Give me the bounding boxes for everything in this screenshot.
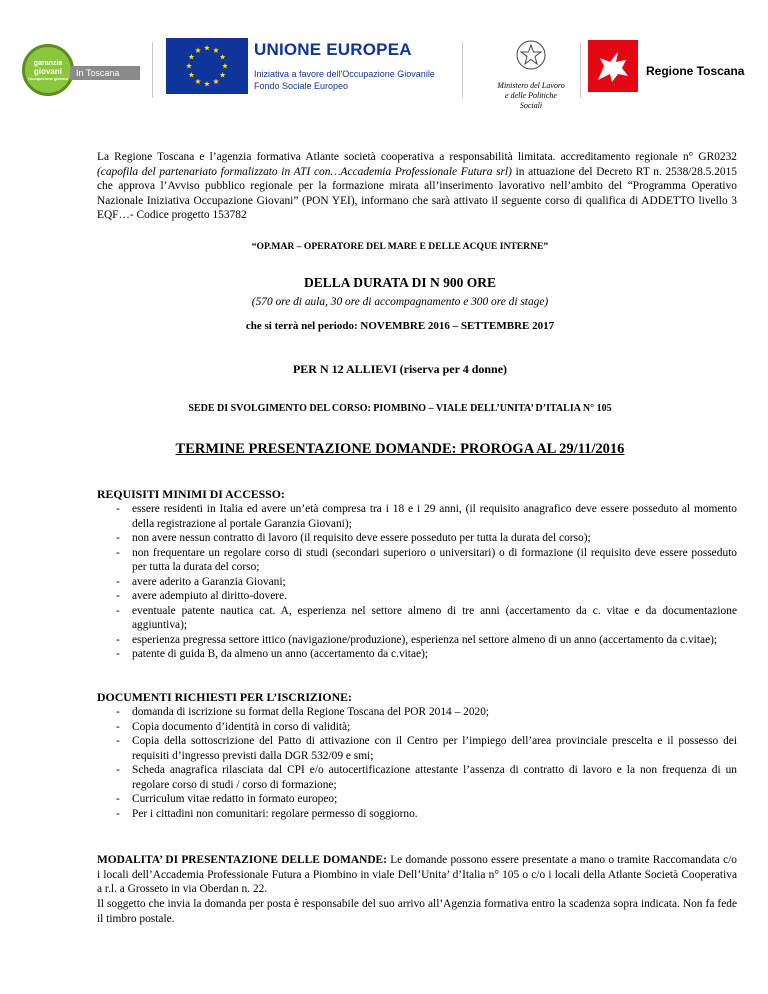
submission-text: Le domande possono essere presentate a mano o tramite Raccomandata c/o i locali dell’Accademia Professionale Futura a Piombino in viale Dell’Unita’ d’Italia n° 105 o c/o i locali della Atlante Società Cooperativa a r.l. a Grosseto in via Oberdan n. 22.: [97, 854, 737, 895]
divider: [152, 42, 153, 98]
eu-subtitle-1: Iniziativa a favore dell'Occupazione Giovanile: [254, 69, 435, 79]
submission-paragraph: [97, 853, 737, 897]
gg-line3: Occupazione giovani: [27, 75, 68, 81]
regione-toscana-logo: [586, 40, 746, 100]
logo-bar: [0, 38, 768, 108]
gg-line1: garanzia: [33, 59, 63, 67]
course-duration-detail: (570 ore di aula, 30 ore di accompagnamento e 300 ore di stage): [251, 296, 549, 308]
list-item: - Per i cittadini non comunitari: regolare permesso di soggiorno.: [97, 807, 737, 822]
list-item: - non frequentare un regolare corso di studi (secondari superioro o universitari) o di formazione (il requisito deve essere posseduto per tutta la durata del corso;: [97, 546, 737, 575]
list-item: - patente di guida B, da almeno un anno (accertamento da c.vitae);: [97, 647, 737, 662]
list-item: - avere aderito a Garanzia Giovani;: [97, 575, 737, 590]
pegasus-icon: [588, 40, 638, 92]
ministero-line2: e delle Politiche Sociali: [505, 91, 557, 110]
documents-list: [97, 705, 737, 821]
gg-region-bar: In Toscana: [70, 66, 140, 80]
course-location: SEDE DI SVOLGIMENTO DEL CORSO: PIOMBINO – VIALE DELL’UNITA’ D’ITALIA N° 105: [188, 403, 612, 414]
course-period: che si terrà nel periodo: NOVEMBRE 2016 – SETTEMBRE 2017: [245, 320, 555, 332]
garanzia-giovani-logo: [22, 44, 140, 96]
gg-line2: giovani: [33, 66, 62, 76]
list-item: - avere adempiuto al diritto-dovere.: [97, 589, 737, 604]
list-item: - Copia documento d’identità in corso di validità;: [97, 720, 737, 735]
intro-paragraph: [97, 150, 737, 223]
list-item: - Curriculum vitae redatto in formato europeo;: [97, 792, 737, 807]
list-item: - eventuale patente nautica cat. A, esperienza nel settore almeno di tre anni (accertamento da c. vitae e da documentazione aggiuntiva);: [97, 604, 737, 633]
italian-emblem-icon: [515, 38, 547, 72]
regione-toscana-name: Regione Toscana: [646, 64, 745, 78]
intro-text-2: in attuazione del Decreto RT n. 2538/28.5.2015 che approva l’Avviso pubblico regionale per la formazione mirata all’inserimento lavorativo nell’ambito del “Programma Operativo Nazionale Iniziativa Occupazione Giovani” (PON YEI), informano che sarà attivato il seguente corso di qualifica di ADDETTO livello 3 EQF…- Codice progetto 153782: [97, 165, 737, 221]
requirements-title: REQUISITI MINIMI DI ACCESSO:: [97, 487, 285, 501]
submission-title: MODALITA’ DI PRESENTAZIONE DELLE DOMANDE:: [97, 854, 387, 866]
documents-title: DOCUMENTI RICHIESTI PER L’ISCRIZIONE:: [97, 690, 352, 704]
eu-flag-icon: [166, 38, 248, 94]
eu-subtitle-2: Fondo Sociale Europeo: [254, 81, 349, 91]
requirements-list: [97, 502, 737, 662]
list-item: - essere residenti in Italia ed avere un’età compresa tra i 18 e i 29 anni, (il requisito anagrafico deve essere posseduto al momento della registrazione al portale Garanzia Giovani);: [97, 502, 737, 531]
intro-text-1: La Regione Toscana e l’agenzia formativa Atlante società cooperativa a responsabilità limitata. accreditamento regionale n° GR0232: [97, 151, 737, 163]
intro-text-italic: (capofila del partenariato formalizzato in ATI con…Accademia Professionale Futura srl): [97, 165, 512, 178]
course-deadline: TERMINE PRESENTAZIONE DOMANDE: PROROGA AL 29/11/2016: [175, 441, 625, 457]
list-item: - Scheda anagrafica rilasciata dal CPI e/o autocertificazione attestante l’assenza di contratto di lavoro e la non frequenza di un regolare corso di studi / corso di formazione;: [97, 763, 737, 792]
submission-note: Il soggetto che invia la domanda per posta è responsabile del suo arrivo all’Agenzia formativa entro la scadenza sopra indicata. Non fa fede il timbro postale.: [97, 898, 737, 925]
list-item: - non avere nessun contratto di lavoro (il requisito deve essere posseduto per tutta la durata del corso);: [97, 531, 737, 546]
ministero-text: [496, 81, 566, 111]
garanzia-giovani-badge: [22, 44, 74, 96]
eu-title: UNIONE EUROPEA: [254, 40, 412, 59]
list-item: - Copia della sottoscrizione del Patto di attivazione con il Centro per l’impiego dell’area provinciale prescelta e il possesso dei requisiti d’ingresso previsti dalla DGR 532/09 e smi;: [97, 734, 737, 763]
course-duration: DELLA DURATA DI N 900 ORE: [304, 275, 496, 290]
divider: [580, 42, 581, 98]
ministero-logo: [496, 38, 566, 110]
list-item: - esperienza pregressa settore ittico (navigazione/produzione), esperienza nel settore almeno di un anno (accertamento da c.vitae);: [97, 633, 737, 648]
list-item: - domanda di iscrizione su format della Regione Toscana del POR 2014 – 2020;: [97, 705, 737, 720]
course-students: PER N 12 ALLIEVI (riserva per 4 donne): [292, 362, 508, 376]
ministero-line1: Ministero del Lavoro: [497, 81, 565, 90]
course-name: “OP.MAR – OPERATORE DEL MARE E DELLE ACQUE INTERNE”: [251, 241, 549, 252]
eu-logo: [166, 38, 466, 100]
divider: [462, 42, 463, 98]
